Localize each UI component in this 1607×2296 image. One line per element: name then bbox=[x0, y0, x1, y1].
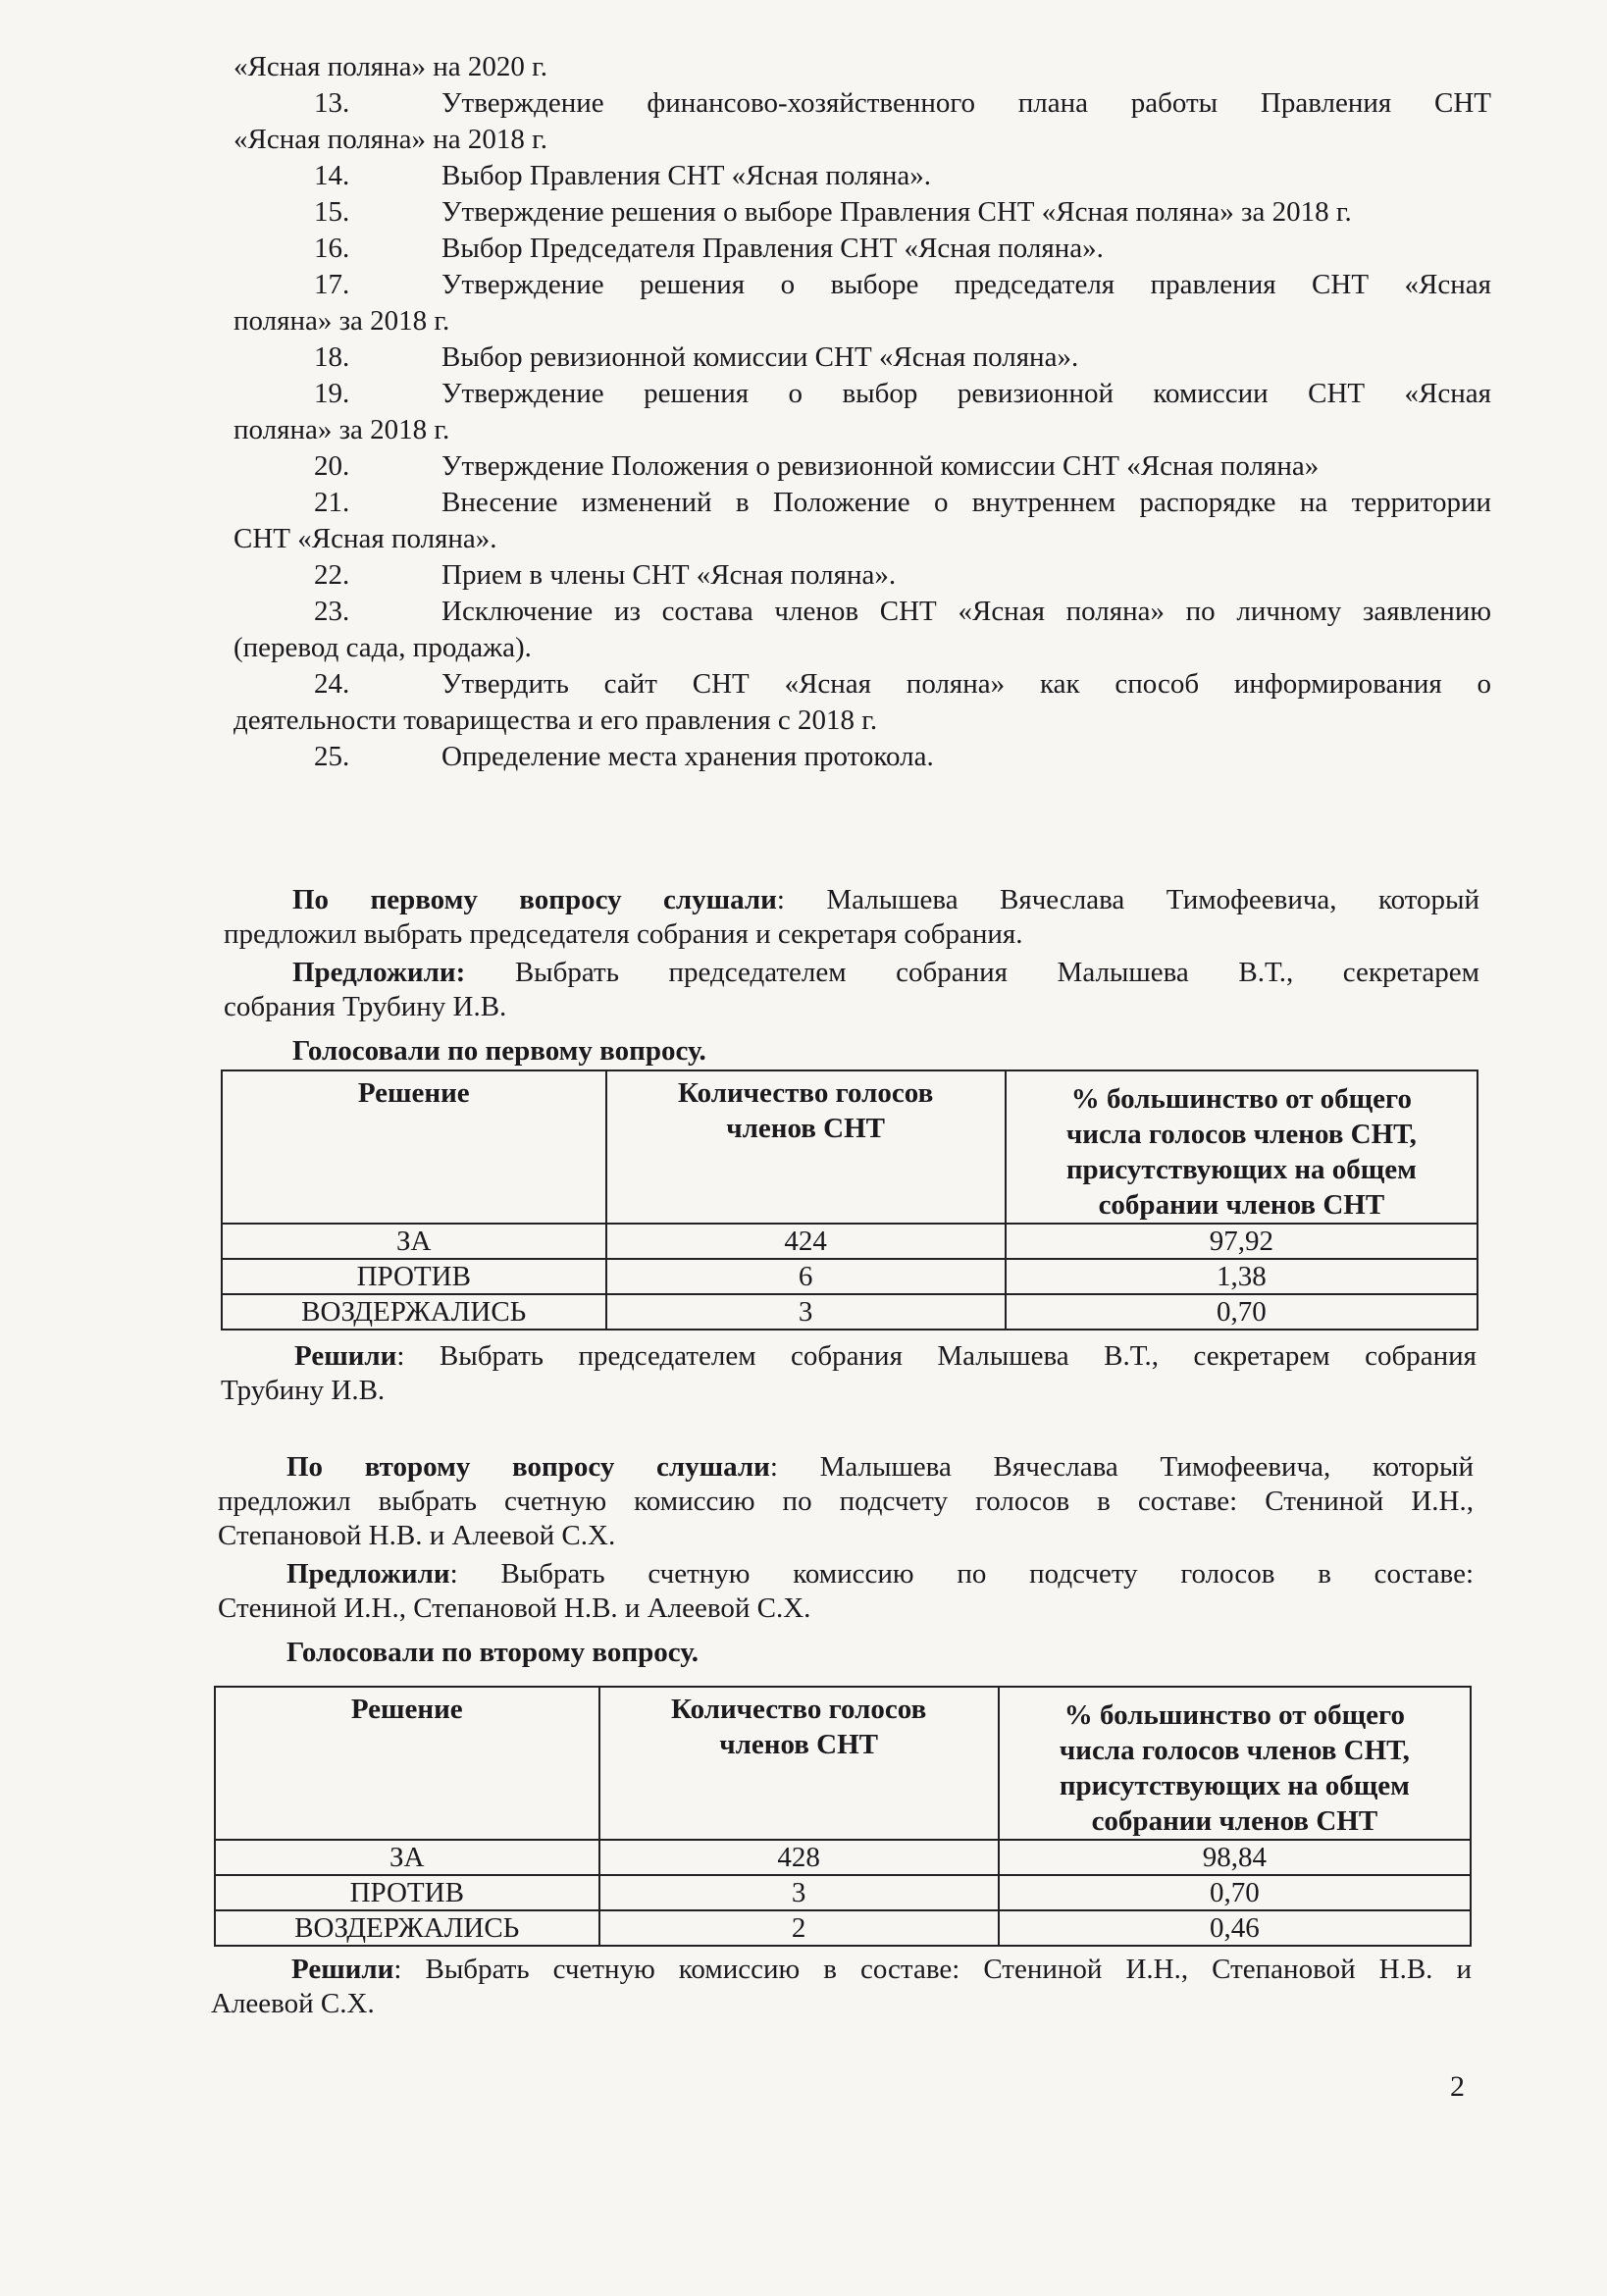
q2-heard bbox=[218, 1450, 1474, 1553]
agenda-item bbox=[233, 339, 1491, 376]
agenda-item-number: 23. bbox=[314, 596, 350, 627]
agenda-item-number: 25. bbox=[314, 741, 350, 772]
q1-proposed bbox=[224, 956, 1479, 1024]
cell-count: 2 bbox=[599, 1910, 999, 1946]
agenda-item-number: 14. bbox=[314, 160, 350, 191]
header-decision: Решение bbox=[222, 1070, 606, 1224]
q2-proposed-label: Предложили bbox=[286, 1558, 450, 1590]
agenda-item-number: 19. bbox=[314, 378, 350, 409]
agenda-item bbox=[233, 485, 1491, 557]
q1-heard bbox=[224, 883, 1479, 952]
agenda-item-number: 24. bbox=[314, 668, 350, 700]
agenda-item-text: Внесение изменений в Положение о внутреннем распорядке на территории bbox=[441, 487, 1491, 518]
agenda-item bbox=[233, 376, 1491, 448]
q2-proposed-rest: Стениной И.Н., Степановой Н.В. и Алеевой С.Х. bbox=[218, 1592, 811, 1624]
agenda-item-continuation: (перевод сада, продажа). bbox=[233, 632, 532, 663]
agenda-item bbox=[233, 85, 1491, 158]
agenda-item-number: 16. bbox=[314, 233, 350, 264]
cell-decision: ЗА bbox=[222, 1224, 606, 1259]
cell-decision: ЗА bbox=[215, 1840, 599, 1875]
cell-decision: ПРОТИВ bbox=[215, 1875, 599, 1910]
q1-decided bbox=[221, 1339, 1477, 1408]
agenda-item-continuation: деятельности товарищества и его правления с 2018 г. bbox=[233, 704, 878, 736]
header-percent: % большинство от общего числа голосов членов СНТ, присутствующих на общем собрании членов СНТ bbox=[1006, 1070, 1477, 1224]
agenda-item-text: Утверждение решения о выборе председателя правления СНТ «Ясная bbox=[441, 269, 1491, 300]
q1-heard-label: По первому вопросу слушали bbox=[292, 884, 777, 915]
agenda-list bbox=[233, 49, 1491, 775]
agenda-item bbox=[233, 231, 1491, 267]
table-header-row bbox=[222, 1070, 1477, 1224]
q2-heard-label: По второму вопросу слушали bbox=[286, 1451, 770, 1483]
agenda-continuation: «Ясная поляна» на 2020 г. bbox=[233, 51, 548, 82]
agenda-item bbox=[233, 448, 1491, 485]
q2-heard-mid: предложил выбрать счетную комиссию по подсчету голосов в составе: Стениной И.Н., bbox=[218, 1486, 1474, 1517]
agenda-item bbox=[233, 158, 1491, 194]
q1-decided-label: Решили bbox=[294, 1340, 397, 1372]
cell-count: 424 bbox=[606, 1224, 1006, 1259]
agenda-item-text: Утвердить сайт СНТ «Ясная поляна» как способ информирования о bbox=[441, 668, 1491, 700]
q2-heard-text: : Малышева Вячеслава Тимофеевича, который bbox=[769, 1451, 1474, 1483]
agenda-item-number: 21. bbox=[314, 487, 350, 518]
q2-decided-label: Решили bbox=[291, 1954, 394, 1985]
agenda-item-text: Утверждение решения о выборе Правления СНТ «Ясная поляна» за 2018 г. bbox=[441, 196, 1352, 228]
cell-percent: 0,70 bbox=[1006, 1294, 1477, 1330]
q2-decision bbox=[211, 1953, 1472, 2021]
agenda-item bbox=[233, 267, 1491, 339]
agenda-item-text: Прием в члены СНТ «Ясная поляна». bbox=[441, 559, 897, 591]
q2-proposed-text: : Выбрать счетную комиссию по подсчету голосов в составе: bbox=[449, 1558, 1474, 1590]
agenda-item-continuation: «Ясная поляна» на 2018 г. bbox=[233, 124, 548, 155]
table-row bbox=[222, 1259, 1477, 1294]
agenda-item-continuation: поляна» за 2018 г. bbox=[233, 305, 450, 337]
cell-decision: ВОЗДЕРЖАЛИСЬ bbox=[222, 1294, 606, 1330]
agenda-item-number: 20. bbox=[314, 450, 350, 482]
agenda-item-text: Выбор Правления СНТ «Ясная поляна». bbox=[441, 160, 931, 191]
q1-proposed-rest: собрания Трубину И.В. bbox=[224, 991, 507, 1022]
q1-proposed-label: Предложили: bbox=[292, 957, 466, 988]
cell-decision: ВОЗДЕРЖАЛИСЬ bbox=[215, 1910, 599, 1946]
agenda-item-number: 18. bbox=[314, 341, 350, 373]
cell-percent: 1,38 bbox=[1006, 1259, 1477, 1294]
cell-decision: ПРОТИВ bbox=[222, 1259, 606, 1294]
q1-voted-title: Голосовали по первому вопросу. bbox=[292, 1035, 706, 1067]
q2-decided bbox=[211, 1953, 1472, 2021]
agenda-item-text: Утверждение решения о выбор ревизионной комиссии СНТ «Ясная bbox=[441, 378, 1491, 409]
agenda-item-number: 15. bbox=[314, 196, 350, 228]
q2-decided-rest: Алеевой С.Х. bbox=[211, 1988, 375, 2019]
agenda-item-continuation: поляна» за 2018 г. bbox=[233, 414, 450, 445]
q2-vote-table bbox=[214, 1686, 1472, 1947]
agenda-item-text: Исключение из состава членов СНТ «Ясная поляна» по личному заявлению bbox=[441, 596, 1491, 627]
table-row bbox=[222, 1224, 1477, 1259]
agenda-item-number: 22. bbox=[314, 559, 350, 591]
agenda-item bbox=[233, 594, 1491, 666]
q1-proposed-text: Выбрать председателем собрания Малышева В.Т., секретарем bbox=[465, 957, 1479, 988]
agenda-item bbox=[233, 557, 1491, 594]
agenda-item bbox=[233, 666, 1491, 739]
agenda-item-number: 17. bbox=[314, 269, 350, 300]
page-number: 2 bbox=[1450, 2070, 1465, 2103]
cell-percent: 97,92 bbox=[1006, 1224, 1477, 1259]
table-row bbox=[215, 1840, 1471, 1875]
cell-percent: 0,46 bbox=[999, 1910, 1471, 1946]
q2-heard-rest: Степановой Н.В. и Алеевой С.Х. bbox=[218, 1520, 616, 1551]
agenda-item bbox=[233, 194, 1491, 231]
agenda-item-text: Выбор ревизионной комиссии СНТ «Ясная поляна». bbox=[441, 341, 1079, 373]
header-count: Количество голосов членов СНТ bbox=[599, 1687, 999, 1840]
table-row bbox=[215, 1875, 1471, 1910]
question-1-section bbox=[224, 883, 1479, 1069]
cell-count: 428 bbox=[599, 1840, 999, 1875]
table-header-row bbox=[215, 1687, 1471, 1840]
agenda-item-text: Утверждение финансово-хозяйственного плана работы Правления СНТ bbox=[441, 87, 1491, 119]
table-row bbox=[222, 1294, 1477, 1330]
q1-vote-table bbox=[221, 1070, 1478, 1331]
header-percent: % большинство от общего числа голосов членов СНТ, присутствующих на общем собрании членов СНТ bbox=[999, 1687, 1471, 1840]
cell-percent: 0,70 bbox=[999, 1875, 1471, 1910]
q1-decision bbox=[221, 1339, 1477, 1408]
agenda-item-text: Выбор Председателя Правления СНТ «Ясная поляна». bbox=[441, 233, 1104, 264]
q2-decided-text: : Выбрать счетную комиссию в составе: Стениной И.Н., Степановой Н.В. и bbox=[393, 1954, 1472, 1985]
cell-percent: 98,84 bbox=[999, 1840, 1471, 1875]
q1-heard-rest: предложил выбрать председателя собрания и секретаря собрания. bbox=[224, 918, 1023, 950]
agenda-item-number: 13. bbox=[314, 87, 350, 119]
agenda-item-continuation: СНТ «Ясная поляна». bbox=[233, 523, 497, 554]
q2-voted-title: Голосовали по второму вопросу. bbox=[286, 1637, 700, 1668]
header-decision: Решение bbox=[215, 1687, 599, 1840]
cell-count: 6 bbox=[606, 1259, 1006, 1294]
q1-decided-rest: Трубину И.В. bbox=[221, 1375, 386, 1406]
cell-count: 3 bbox=[606, 1294, 1006, 1330]
cell-count: 3 bbox=[599, 1875, 999, 1910]
agenda-item bbox=[233, 739, 1491, 775]
q1-decided-text: : Выбрать председателем собрания Малышева В.Т., секретарем собрания bbox=[396, 1340, 1477, 1372]
table-row bbox=[215, 1910, 1471, 1946]
q1-heard-text: : Малышева Вячеслава Тимофеевича, который bbox=[776, 884, 1480, 915]
q2-proposed bbox=[218, 1557, 1474, 1626]
agenda-item-text: Утверждение Положения о ревизионной комиссии СНТ «Ясная поляна» bbox=[441, 450, 1320, 482]
question-2-section bbox=[218, 1450, 1474, 1670]
header-count: Количество голосов членов СНТ bbox=[606, 1070, 1006, 1224]
agenda-item-text: Определение места хранения протокола. bbox=[441, 741, 934, 772]
